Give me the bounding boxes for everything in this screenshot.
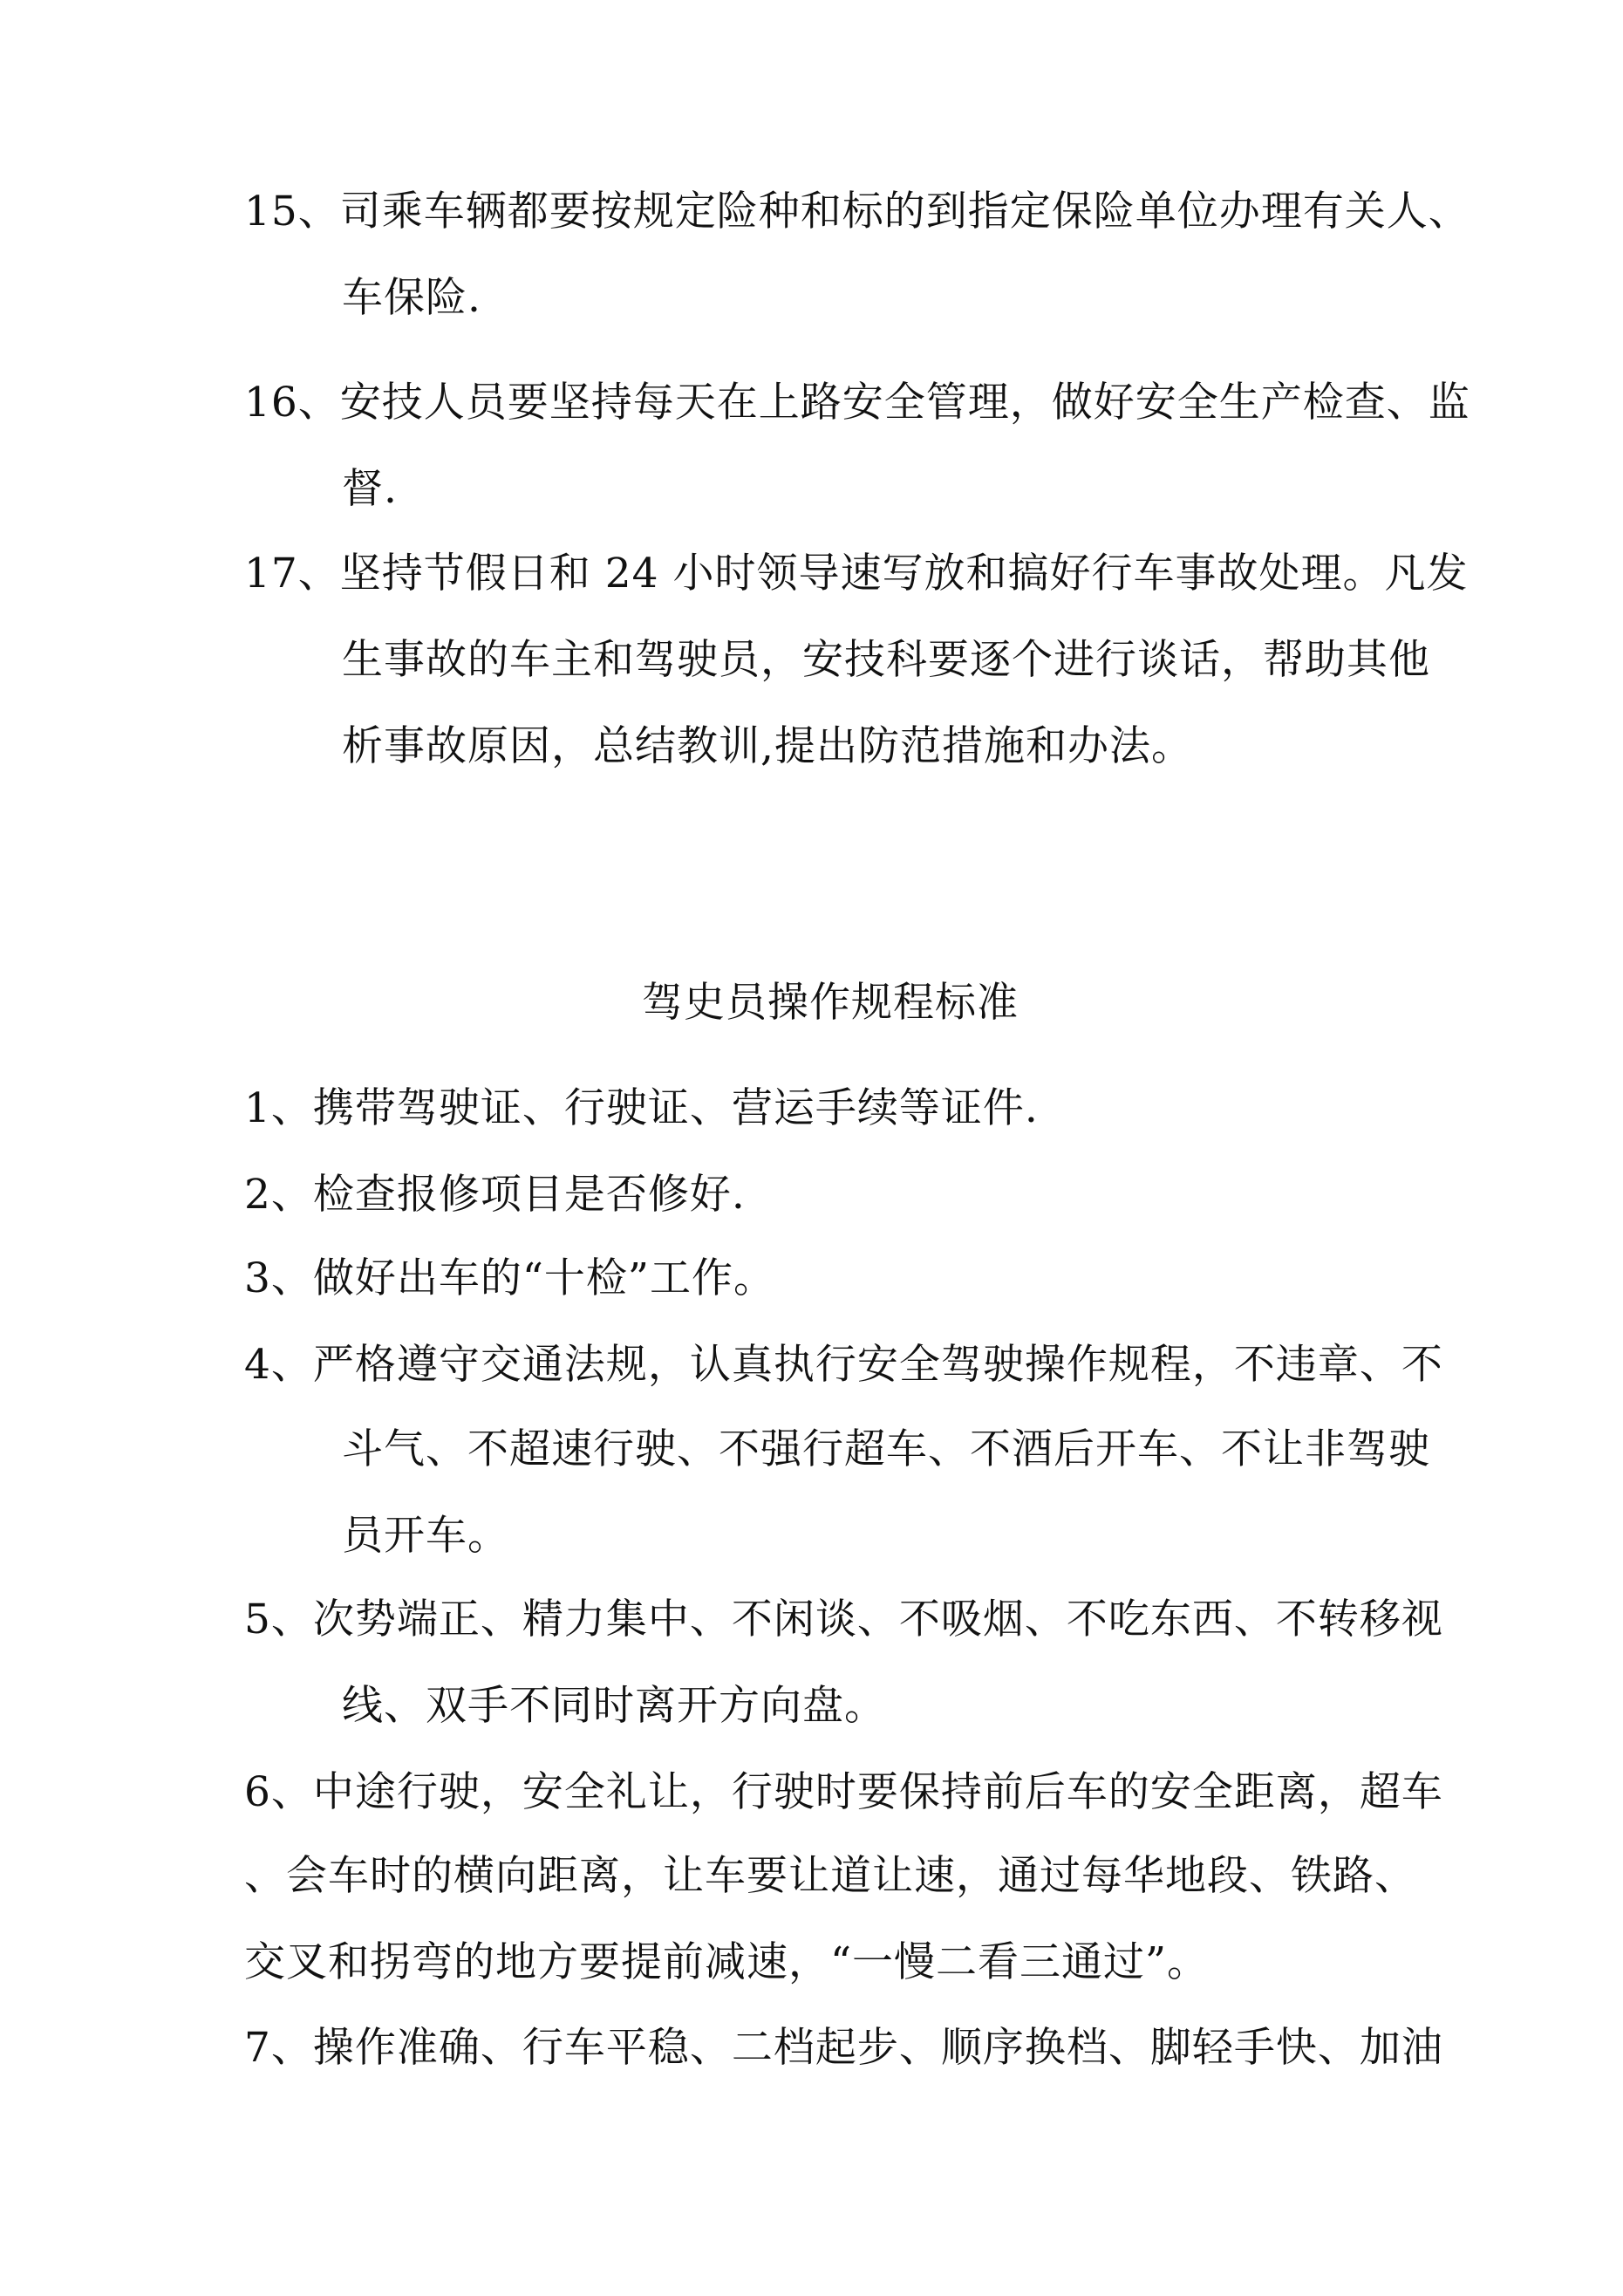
item-15-line-2: 车保险. [342, 274, 481, 322]
rule-5-line-1: 5、次势端正、精力集中、不闲谈、不吸烟、不吃东西、不转移视 [244, 1596, 1443, 1643]
item-17-line-2: 生事故的车主和驾驶员，安技科要逐个进行谈话，帮助其他 [342, 636, 1430, 684]
item-17-line-1: 17、坚持节假日和 24 小时领导速写放和搞好行车事故处理。凡发 [244, 550, 1469, 598]
rule-7-line-1: 7、操作准确、行车平稳、二档起步、顺序换档、脚轻手快、加油 [244, 2024, 1443, 2072]
rule-4-line-2: 斗气、不超速行驶、不强行超车、不酒后开车、不让非驾驶 [342, 1425, 1430, 1473]
rule-1-line-1: 1、携带驾驶证、行驶证、营运手续等证件. [244, 1084, 1039, 1132]
rule-6-line-1: 6、中途行驶，安全礼让，行驶时要保持前后车的安全距离，超车 [244, 1768, 1443, 1816]
rule-5-line-2: 线、双手不同时离开方向盘。 [342, 1682, 886, 1730]
item-16-line-1: 16、安技人员要坚持每天在上路安全管理，做好安全生产检查、监 [244, 379, 1470, 427]
rule-2-line-1: 2、检查报修项目是否修好. [244, 1171, 746, 1219]
rule-4-line-1: 4、严格遵守交通法规，认真执行安全驾驶操作规程，不违章、不 [244, 1341, 1443, 1389]
item-16-line-2: 督. [342, 465, 398, 513]
rule-3-line-1: 3、做好出车的“十检”工作。 [244, 1254, 775, 1302]
item-15-line-1: 15、司乘车辆都要按规定险种和标的到指定保险单位办理有关人、 [244, 188, 1470, 236]
rule-6-line-3: 交叉和拐弯的地方要提前减速，“一慢二看三通过”。 [244, 1938, 1210, 1986]
section-title: 驾史员操作规程标准 [642, 979, 1019, 1027]
rule-6-line-2: 、会车时的横向距离，让车要让道让速，通过每华地段、铁路、 [244, 1852, 1416, 1900]
rule-4-line-3: 员开车。 [342, 1512, 509, 1560]
item-17-line-3: 析事故原因，总结教训,提出防范措施和办法。 [342, 722, 1193, 770]
